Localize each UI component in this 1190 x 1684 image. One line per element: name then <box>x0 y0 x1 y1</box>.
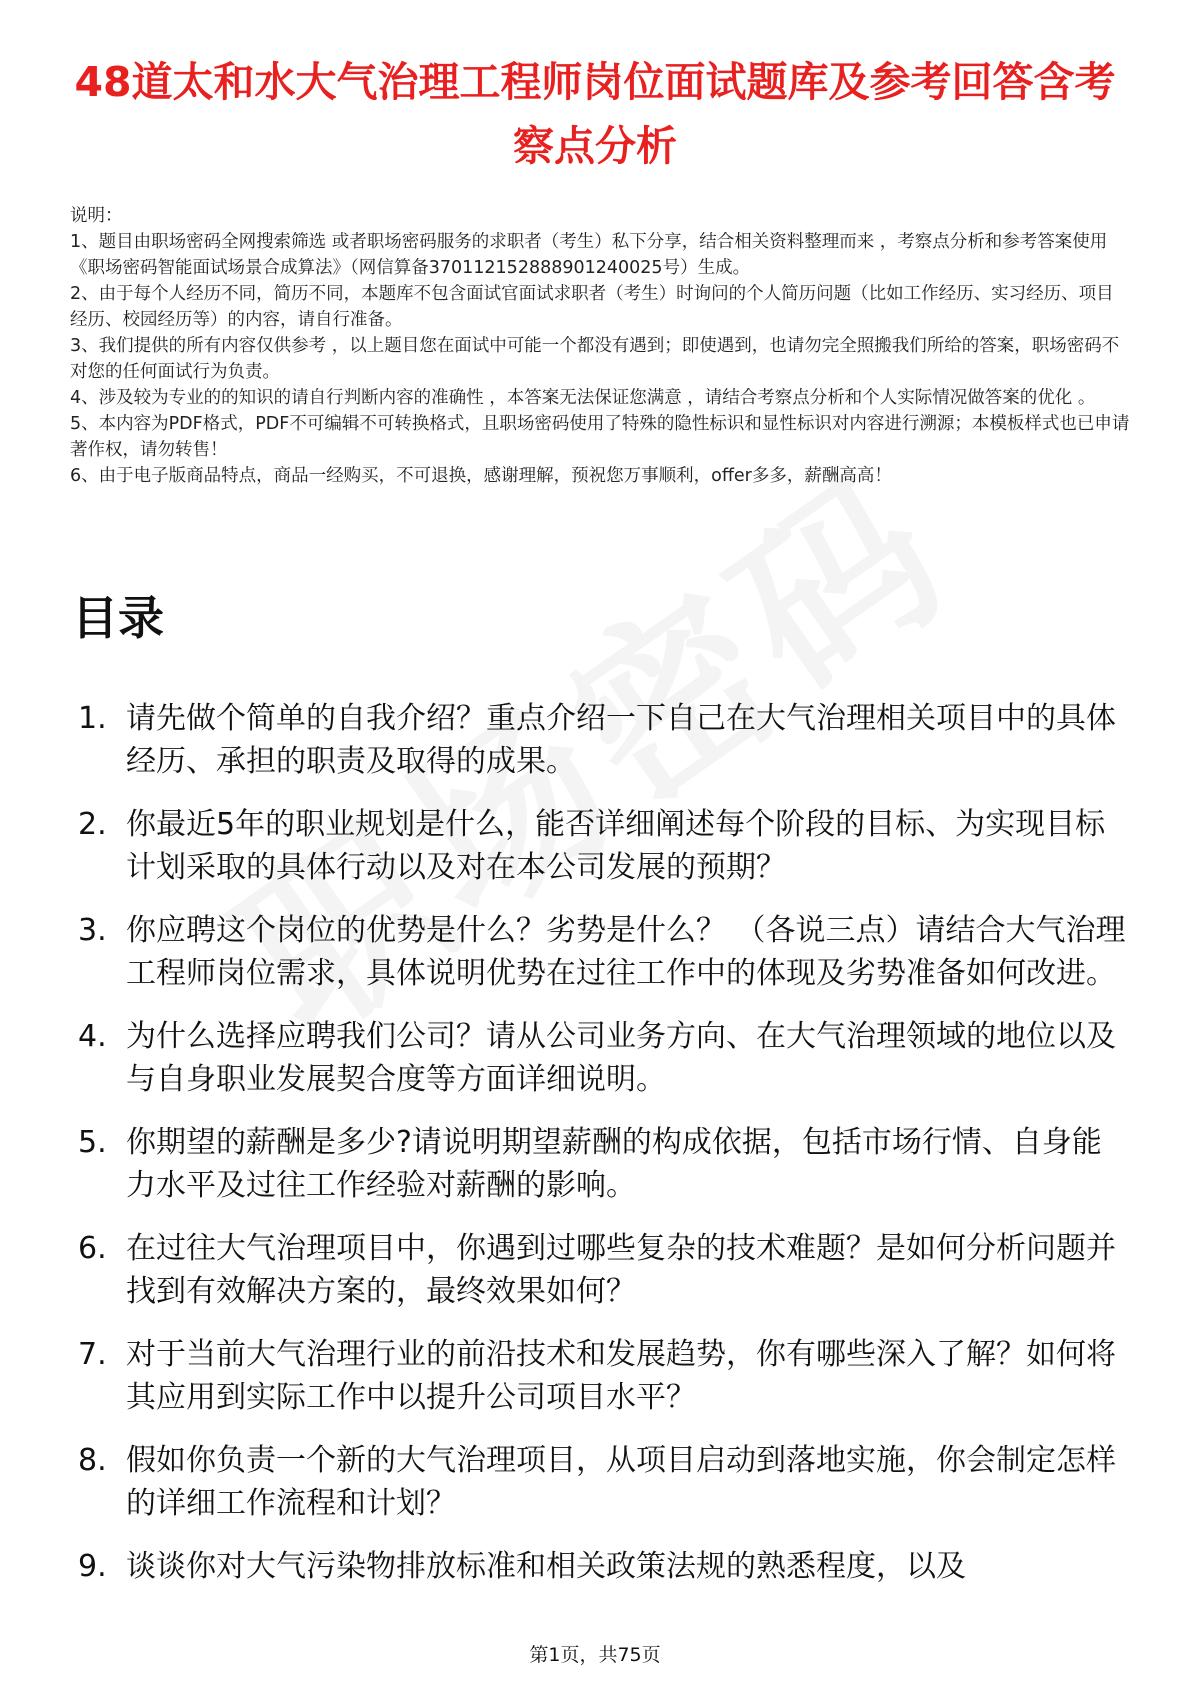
toc-item[interactable] <box>70 803 1130 889</box>
toc-item-number: 9. <box>78 1549 107 1584</box>
note-item: 1、题目由职场密码全网搜索筛选 或者职场密码服务的求职者（考生）私下分享，结合相关资料整理而来 ，考察点分析和参考答案使用《职场密码智能面试场景合成算法》（网信算备370112152888901240025号）生成。 <box>70 232 1108 278</box>
toc-item-number: 4. <box>78 1019 107 1054</box>
toc-item[interactable] <box>70 697 1130 783</box>
toc-item[interactable] <box>70 1015 1130 1101</box>
toc-item-number: 2. <box>78 807 107 842</box>
notes-section <box>70 203 1130 489</box>
note-item: 3、我们提供的所有内容仅供参考 ，以上题目您在面试中可能一个都没有遇到；即使遇到，也请勿完全照搬我们所给的答案，职场密码不对您的任何面试行为负责。 <box>70 336 1120 382</box>
toc-item[interactable] <box>70 909 1130 995</box>
toc-list <box>70 697 1130 1608</box>
toc-heading: 目录 <box>72 591 164 645</box>
toc-item-text: 谈谈你对大气污染物排放标准和相关政策法规的熟悉程度，以及 <box>126 1549 966 1584</box>
note-item: 6、由于电子版商品特点，商品一经购买，不可退换，感谢理解，预祝您万事顺利，offer多多，薪酬高高！ <box>70 466 892 486</box>
toc-item[interactable] <box>70 1545 1130 1588</box>
toc-item-text: 对于当前大气治理行业的前沿技术和发展趋势，你有哪些深入了解？如何将其应用到实际工作中以提升公司项目水平？ <box>126 1337 1116 1415</box>
toc-item-number: 3. <box>78 913 107 948</box>
toc-item-text: 你应聘这个岗位的优势是什么？劣势是什么？ （各说三点）请结合大气治理工程师岗位需求，具体说明优势在过往工作中的体现及劣势准备如何改进。 <box>126 913 1126 991</box>
toc-item-number: 6. <box>78 1231 107 1266</box>
note-item: 5、本内容为PDF格式，PDF不可编辑不可转换格式，且职场密码使用了特殊的隐性标识和显性标识对内容进行溯源；本模板样式也已申请著作权，请勿转售！ <box>70 414 1130 460</box>
toc-item-text: 请先做个简单的自我介绍？重点介绍一下自己在大气治理相关项目中的具体经历、承担的职责及取得的成果。 <box>126 701 1116 779</box>
toc-item-number: 8. <box>78 1443 107 1478</box>
toc-item-number: 5. <box>78 1125 107 1160</box>
toc-item[interactable] <box>70 1439 1130 1525</box>
toc-item-number: 1. <box>78 701 107 736</box>
notes-label: 说明： <box>70 206 123 226</box>
toc-item-text: 你最近5年的职业规划是什么，能否详细阐述每个阶段的目标、为实现目标计划采取的具体行动以及对在本公司发展的预期？ <box>126 807 1106 885</box>
note-item: 4、涉及较为专业的的知识的请自行判断内容的准确性 ，本答案无法保证您满意 ，请结合考察点分析和个人实际情况做答案的优化 。 <box>70 388 1096 408</box>
toc-item-text: 你期望的薪酬是多少?请说明期望薪酬的构成依据，包括市场行情、自身能力水平及过往工作经验对薪酬的影响。 <box>126 1125 1102 1203</box>
page-footer: 第1页，共75页 <box>529 1644 661 1666</box>
toc-item-text: 为什么选择应聘我们公司？请从公司业务方向、在大气治理领域的地位以及与自身职业发展契合度等方面详细说明。 <box>126 1019 1116 1097</box>
toc-item[interactable] <box>70 1227 1130 1313</box>
document-title: 48道太和水大气治理工程师岗位面试题库及参考回答含考察点分析 <box>74 58 1116 170</box>
toc-item[interactable] <box>70 1121 1130 1207</box>
note-item: 2、由于每个人经历不同，简历不同，本题库不包含面试官面试求职者（考生）时询问的个人简历问题（比如工作经历、实习经历、项目经历、校园经历等）的内容，请自行准备。 <box>70 284 1114 330</box>
toc-item[interactable] <box>70 1333 1130 1419</box>
toc-item-text: 在过往大气治理项目中，你遇到过哪些复杂的技术难题？是如何分析问题并找到有效解决方案的，最终效果如何？ <box>126 1231 1116 1309</box>
toc-item-number: 7. <box>78 1337 107 1372</box>
toc-item-text: 假如你负责一个新的大气治理项目，从项目启动到落地实施，你会制定怎样的详细工作流程和计划？ <box>126 1443 1116 1521</box>
